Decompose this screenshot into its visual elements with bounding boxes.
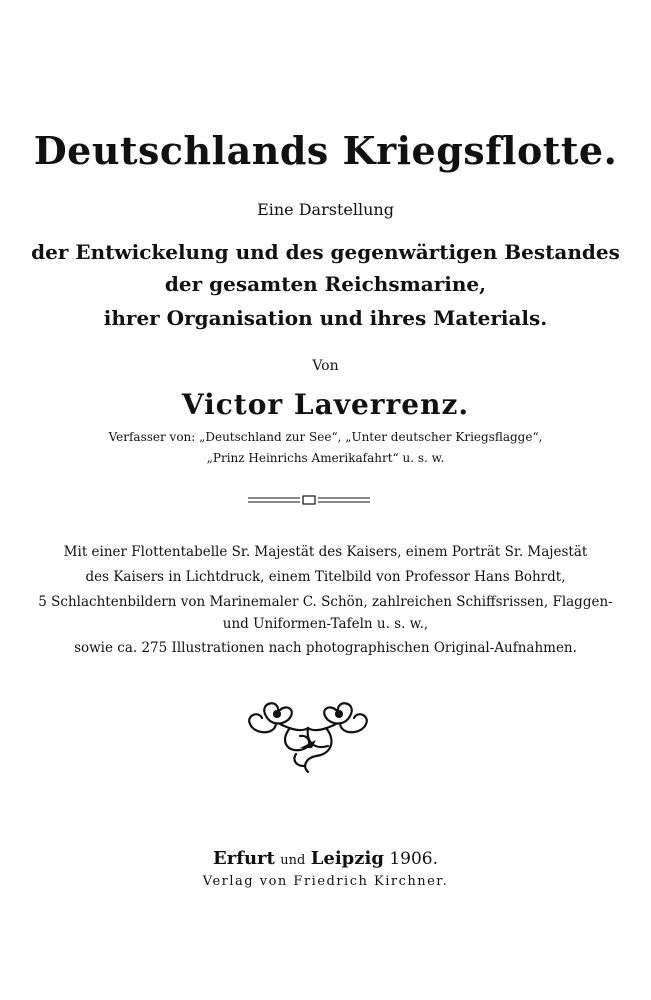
byline: Von <box>312 358 339 374</box>
imprint-city-2: Leipzig <box>310 848 384 869</box>
author-credits-line-1: Verfasser von: „Deutschland zur See“, „Unter deutscher Kriegsflagge“, <box>108 430 543 444</box>
floral-ornament-icon <box>236 694 380 774</box>
description-line-2: des Kaisers in Lichtdruck, einem Titelbild von Professor Hans Bohrdt, <box>85 569 566 585</box>
subtitle-line-1: der Entwickelung und des gegenwärtigen Bestandes <box>31 240 620 264</box>
author-name: Victor Laverrenz. <box>181 388 470 421</box>
author-credits-line-2: „Prinz Heinrichs Amerikafahrt“ u. s. w. <box>206 451 445 465</box>
description-line-3: 5 Schlachtenbildern von Marinemaler C. Schön, zahlreichen Schiffsrissen, Flaggen- <box>38 594 613 610</box>
subtitle-intro: Eine Darstellung <box>257 200 394 219</box>
book-title: Deutschlands Kriegsflotte. <box>33 128 618 173</box>
description-line-4: und Uniformen-Tafeln u. s. w., <box>222 616 429 632</box>
decorative-divider <box>248 494 370 506</box>
imprint-place-year <box>0 848 651 869</box>
description-line-1: Mit einer Flottentabelle Sr. Majestät des Kaisers, einem Porträt Sr. Majestät <box>63 544 588 560</box>
imprint-city-1: Erfurt <box>213 848 275 869</box>
subtitle-line-2: der gesamten Reichsmarine, <box>164 272 487 296</box>
description-line-5: sowie ca. 275 Illustrationen nach photographischen Original-Aufnahmen. <box>74 640 577 656</box>
imprint-und: und <box>280 853 306 868</box>
subtitle-line-3: ihrer Organisation und ihres Materials. <box>103 306 548 330</box>
imprint-year: 1906. <box>389 849 438 869</box>
publisher: Verlag von Friedrich Kirchner. <box>202 874 449 889</box>
